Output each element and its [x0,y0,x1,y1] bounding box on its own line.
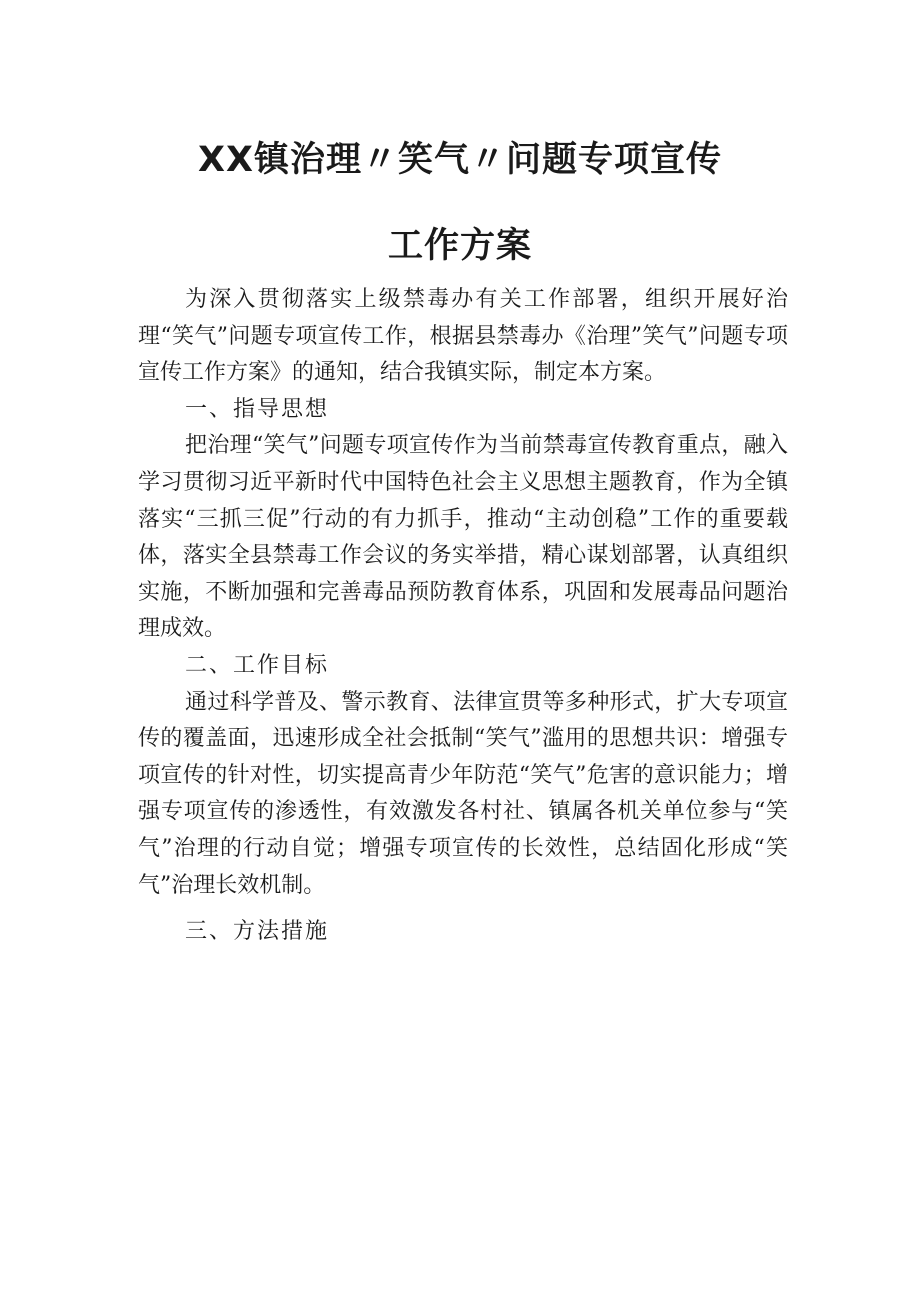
section-heading-work-goals: 二、工作目标 [185,652,330,678]
document-title-line-1: XX镇治理〃笑气〃问题专项宣传 [198,140,722,180]
work-goals-paragraph: 通过科学普及、警示教育、法律宣贯等多种形式，扩大专项宣传的覆盖面，迅速形成全社会抵制“笑气”滥用的思想共识：增强专项宣传的针对性，切实提高青少年防范“笑气”危害的意识能力；增强专项宣传的渗透性，有效激发各村社、镇属各机关单位参与“笑气”治理的行动自觉；增强专项宣传的长效性，总结固化形成“笑气”治理长效机制。 [138,689,788,898]
document-title-line-2: 工作方案 [387,226,532,266]
intro-paragraph: 为深入贯彻落实上级禁毒办有关工作部署，组织开展好治理“笑气”问题专项宣传工作，根据县禁毒办《治理”笑气”问题专项宣传工作方案》的通知，结合我镇实际，制定本方案。 [138,287,788,386]
section-heading-guiding-ideology: 一、指导思想 [185,396,330,422]
guiding-ideology-paragraph: 把治理“笑气”问题专项宣传作为当前禁毒宣传教育重点，融入学习贯彻习近平新时代中国特色社会主义思想主题教育，作为全镇落实“三抓三促”行动的有力抓手，推动“主动创稳”工作的重要载体，落实全县禁毒工作会议的务实举措，精心谋划部署，认真组织实施，不断加强和完善毒品预防教育体系，巩固和发展毒品问题治理成效。 [138,433,788,642]
document-body [138,282,788,951]
section-heading-methods: 三、方法措施 [185,919,330,945]
